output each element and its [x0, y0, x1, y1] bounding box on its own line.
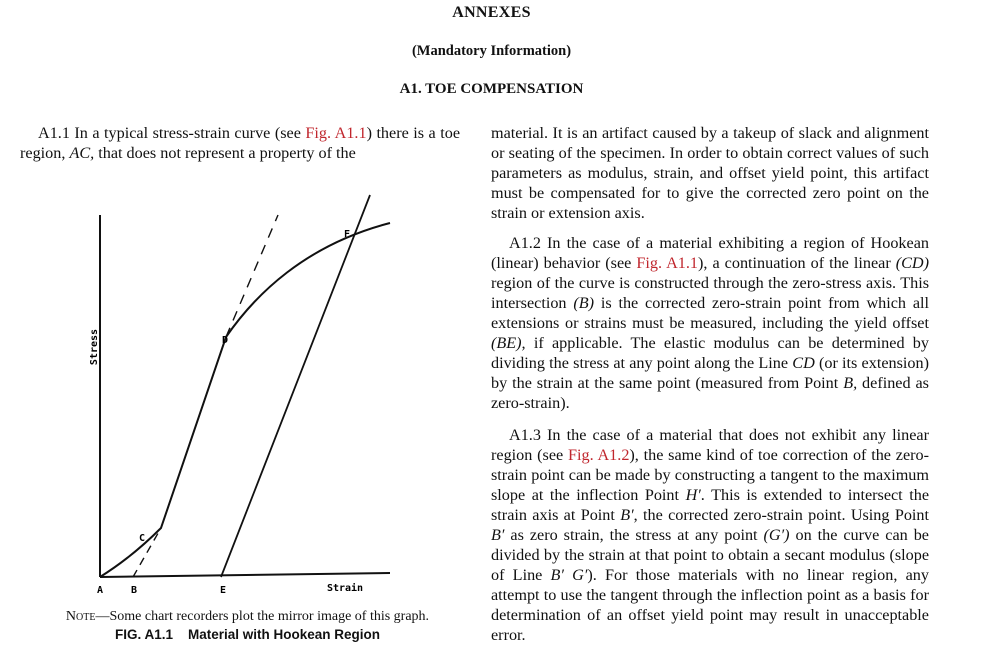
paragraph-a1-2	[491, 233, 929, 413]
text-run: if applicable. The elastic modulus can be determined by dividing the stress at any point along the Line	[491, 334, 929, 372]
section-heading: A1. TOE COMPENSATION	[399, 81, 584, 97]
annex-subtitle: (Mandatory Information)	[411, 43, 572, 59]
paragraph-a1-3	[491, 425, 929, 645]
linear-extension-line	[226, 215, 278, 337]
text-run-italic: AC,	[69, 144, 95, 162]
text-run: that does not represent a property of the	[94, 144, 356, 162]
note-prefix: Note	[65, 609, 96, 624]
text-run: is the corrected zero-strain point from which all extensions or strains must be measured, including the yield offset	[491, 294, 930, 332]
text-run: ), a continuation of the linear	[698, 254, 896, 272]
annex-title: ANNEXES	[452, 4, 531, 21]
text-run: as zero strain, the stress at any point	[504, 526, 764, 544]
text-run: A1.2 In the case of a material exhibiting a region of Hookean (linear) behavior (see	[491, 234, 929, 272]
text-run: on the curve can be divided by the strain at that point to obtain a secant modulus (slope of Line	[491, 526, 929, 584]
caption-title: Material with Hookean Region	[188, 627, 381, 642]
stress-strain-curve	[100, 223, 390, 577]
point-label-f: F	[343, 229, 351, 240]
caption-number: FIG. A1.1	[114, 627, 173, 642]
toe-extension-line	[133, 528, 161, 577]
paragraph-a1-1	[20, 123, 460, 163]
text-run-italic: CD	[792, 354, 815, 372]
text-run: ), the same kind of toe correction of the zero-strain point can be made by constructing a tangent to the maximum slope at the inflection Point	[491, 446, 929, 504]
text-run: ) there is a toe region,	[20, 124, 461, 162]
text-run-italic: B′	[491, 526, 505, 544]
text-run-italic: (CD)	[895, 254, 930, 272]
text-run: . This is extended to intersect the strain axis at Point	[491, 486, 929, 524]
text-run: , the corrected zero-strain point. Using Point	[633, 506, 929, 524]
text-run-italic: B,	[843, 374, 858, 392]
figure-link[interactable]: Fig. A1.1	[636, 254, 699, 272]
text-run: (or its extension) by the strain at the same point (measured from Point	[491, 354, 929, 392]
x-axis-label: Strain	[326, 583, 364, 594]
text-run-italic: (B)	[573, 294, 595, 312]
strain-axis	[100, 573, 390, 577]
text-run-italic: B′	[620, 506, 634, 524]
text-run: A1.1 In a typical stress-strain curve (see	[38, 124, 306, 142]
text-run-italic: B′ G′	[550, 566, 588, 584]
offset-line-ef	[221, 195, 370, 577]
stress-strain-figure	[60, 185, 420, 603]
text-run: region of the curve is constructed through the zero-stress axis. This intersection	[491, 274, 929, 312]
y-axis-label: Stress	[89, 328, 100, 366]
text-run: A1.3 In the case of a material that does not exhibit any linear region (see	[491, 426, 929, 464]
figure-caption	[20, 627, 475, 642]
text-run-italic: (G′)	[763, 526, 790, 544]
point-label-e: E	[219, 585, 227, 596]
text-run: defined as zero-strain).	[491, 374, 929, 412]
figure-link[interactable]: Fig. A1.2	[567, 446, 630, 464]
point-label-c: C	[138, 533, 146, 544]
note-text: —Some chart recorders plot the mirror image of this graph.	[95, 609, 430, 624]
text-run-italic: H′	[685, 486, 701, 504]
figure-link[interactable]: Fig. A1.1	[305, 124, 367, 142]
point-label-d: D	[221, 335, 229, 346]
text-run-italic: (BE),	[491, 334, 526, 352]
paragraph-a1-1-continued: material. It is an artifact caused by a takeup of slack and alignment or seating of the specimen. In order to obtain correct values of such parameters as modulus, strain, and offset yield point, this artifact must be compensated for to give the corrected zero point on the strain or extension axis.	[491, 124, 929, 222]
point-label-b: B	[130, 585, 138, 596]
text-run: ). For those materials with no linear region, any attempt to use the tangent through the inflection point as a basis for determination of an offset yield point may result in unacceptable error.	[491, 566, 929, 644]
figure-note	[20, 609, 475, 625]
point-label-a: A	[96, 585, 104, 596]
